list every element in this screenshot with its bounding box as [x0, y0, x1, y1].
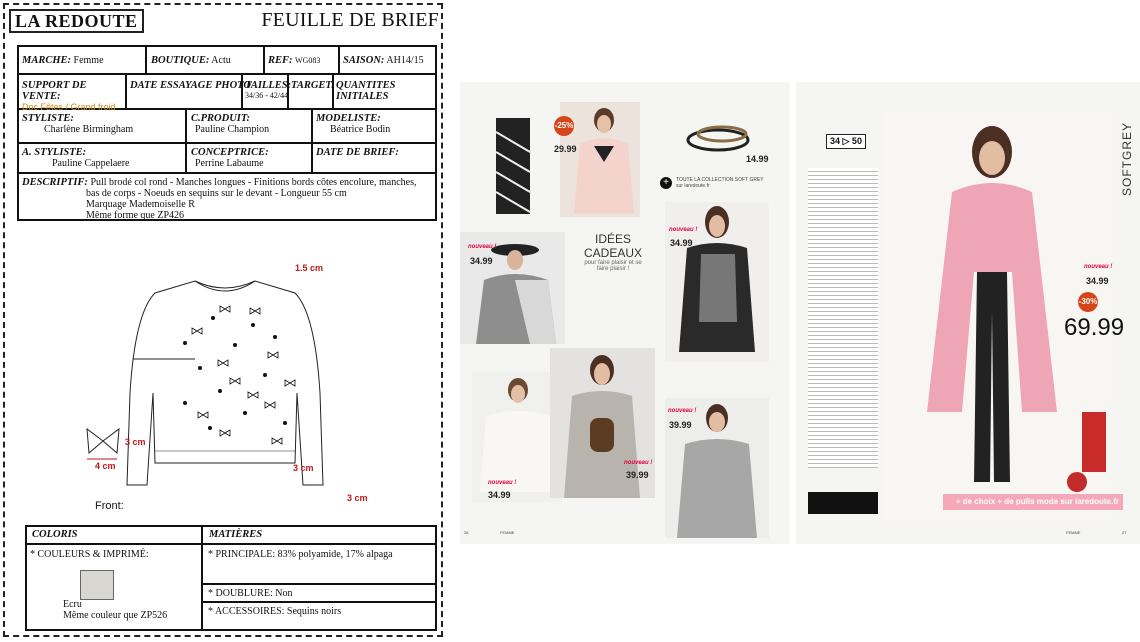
bow-detail-sketch	[83, 423, 123, 463]
modeliste-label: MODELISTE:	[316, 113, 381, 124]
boutique-value: Actu	[211, 55, 231, 66]
datebrief-cell	[316, 147, 399, 158]
product-description-text	[808, 168, 878, 468]
softgrey-section-title: SOFTGREY	[1120, 122, 1134, 197]
boutique-cell	[151, 55, 231, 66]
brief-title: FEUILLE DE BRIEF	[261, 9, 439, 31]
color-note: Même couleur que ZP526	[63, 610, 168, 621]
promo-banner[interactable]: + de choix + de pulls mode sur laredoute.fr	[943, 494, 1123, 510]
nouveau-badge-c: nouveau !	[468, 244, 497, 250]
right-page-number: 27	[1122, 530, 1127, 535]
boutique-label: BOUTIQUE:	[151, 55, 210, 66]
essayage-cell	[130, 80, 251, 91]
left-page-label: FEMME	[500, 530, 515, 535]
descriptif-line2: bas de corps - Noeuds en sequins sur le devant - Longueur 55 cm	[86, 188, 347, 199]
saison-cell	[343, 55, 424, 66]
cproduit-value: Pauline Champion	[195, 124, 270, 135]
conceptrice-label: CONCEPTRICE:	[191, 147, 269, 158]
nouveau-badge-f: nouveau !	[624, 460, 653, 466]
price-g: 39.99	[669, 420, 692, 430]
price-e: 34.99	[488, 490, 511, 500]
saison-value: AH14/15	[386, 55, 424, 66]
plus-icon[interactable]: +	[660, 177, 672, 189]
support-cell	[22, 80, 124, 112]
ref-value: WG083	[295, 56, 321, 65]
front-label: Front:	[95, 500, 124, 512]
scarf-photo	[482, 112, 542, 220]
saison-label: SAISON:	[343, 55, 385, 66]
marche-value: Femme	[73, 55, 104, 66]
catalog-spread	[460, 82, 1140, 544]
matiere-principale: * PRINCIPALE: 83% polyamide, 17% alpaga	[208, 549, 393, 560]
left-page-number: 26	[464, 530, 469, 535]
tailles-cell	[245, 80, 291, 100]
target-label: TARGET:	[291, 80, 335, 91]
support-value: Doc Fêtes / Grand froid	[22, 102, 116, 112]
matieres-header: MATIÈRES	[209, 529, 263, 540]
astyliste-cell	[22, 147, 129, 169]
couleurs-label: * COULEURS & IMPRIMÉ:	[30, 549, 149, 560]
conceptrice-cell	[191, 147, 269, 169]
ideas-block	[578, 232, 648, 272]
descriptif-line3: Marquage Mademoiselle R	[86, 199, 195, 210]
price-c: 34.99	[470, 256, 493, 266]
coloris-header: COLORIS	[32, 529, 78, 540]
product-e-photo	[472, 372, 562, 502]
cproduit-label: C.PRODUIT:	[191, 113, 251, 124]
discount-badge-a: -25%	[554, 116, 574, 136]
size-range-box: 34 ▷ 50	[826, 134, 866, 149]
dim-collar: 1.5 cm	[295, 263, 324, 273]
target-cell	[291, 80, 335, 91]
ideas-subtitle: pour faire plaisir et se faire plaisir !	[584, 260, 642, 272]
marche-label: MARCHE:	[22, 55, 72, 66]
nouveau-badge-right: nouveau !	[1084, 264, 1113, 270]
sweater-sketch	[125, 273, 325, 493]
descriptif-line1: Pull brodé col rond - Manches longues - Finitions bords côtes encolure, manches,	[90, 177, 417, 188]
styliste-value: Charlène Birmingham	[44, 124, 134, 135]
astyliste-value: Pauline Cappelaere	[52, 158, 130, 169]
cproduit-cell	[191, 113, 269, 135]
catalog-page-right	[796, 82, 1140, 544]
tailles-value: 34/36 - 42/44	[245, 91, 289, 100]
modeliste-cell	[316, 113, 390, 135]
modeliste-value: Béatrice Bodin	[330, 124, 391, 135]
nouveau-badge-d: nouveau !	[669, 227, 698, 233]
support-label: SUPPORT DE VENTE:	[22, 80, 87, 102]
product-g-photo	[665, 398, 769, 538]
marche-cell	[22, 55, 104, 66]
styliste-label: STYLISTE:	[22, 113, 74, 124]
nouveau-badge-e: nouveau !	[488, 480, 517, 486]
styliste-cell	[22, 113, 133, 135]
ref-label: REF:	[268, 55, 293, 66]
descriptif-line4: Même forme que ZP426	[86, 210, 185, 221]
datebrief-label: DATE DE BRIEF:	[316, 147, 399, 158]
la-redoute-logo: LA REDOUTE	[9, 9, 144, 33]
price-d: 34.99	[670, 238, 693, 248]
discount-badge-right: -30%	[1078, 292, 1098, 312]
astyliste-label: A. STYLISTE:	[22, 147, 87, 158]
ideas-title: IDÉES CADEAUX	[583, 232, 642, 260]
essayage-label: DATE ESSAYAGE PHOTO	[130, 80, 251, 91]
descriptif-label: DESCRIPTIF:	[22, 177, 88, 188]
quantites-label: QUANTITES INITIALES	[336, 80, 396, 102]
quantites-cell	[336, 80, 441, 102]
nouveau-badge-g: nouveau !	[668, 408, 697, 414]
descriptif-cell	[22, 177, 432, 221]
dim-bow-w: 4 cm	[95, 461, 116, 471]
brief-sheet	[3, 3, 443, 637]
conceptrice-value: Perrine Labaume	[195, 158, 264, 169]
color-swatch	[80, 570, 114, 600]
right-page-label: FEMME	[1066, 530, 1081, 535]
catalog-page-left	[460, 82, 790, 544]
dim-hem: 3 cm	[293, 463, 314, 473]
price-belt: 14.99	[746, 154, 769, 164]
product-d-photo	[665, 202, 769, 362]
promo-box[interactable]	[808, 492, 878, 514]
matiere-accessoires: * ACCESSOIRES: Sequins noirs	[208, 606, 342, 617]
price-a: 29.99	[554, 144, 577, 154]
matiere-doublure: * DOUBLURE: Non	[208, 588, 293, 599]
tailles-label: TAILLES:	[245, 80, 292, 91]
price-f: 39.99	[626, 470, 649, 480]
collection-link[interactable]: TOUTE LA COLLECTION SOFT GREY	[676, 177, 764, 183]
price-right-e: 34.99	[1086, 276, 1109, 286]
color-name: Ecru	[63, 599, 82, 610]
ref-cell	[268, 55, 320, 66]
big-price: 69.99	[1064, 314, 1125, 341]
dim-cuff: 3 cm	[347, 493, 368, 503]
collection-site: sur laredoute.fr	[676, 183, 710, 189]
dim-bow-h: 3 cm	[125, 437, 146, 447]
